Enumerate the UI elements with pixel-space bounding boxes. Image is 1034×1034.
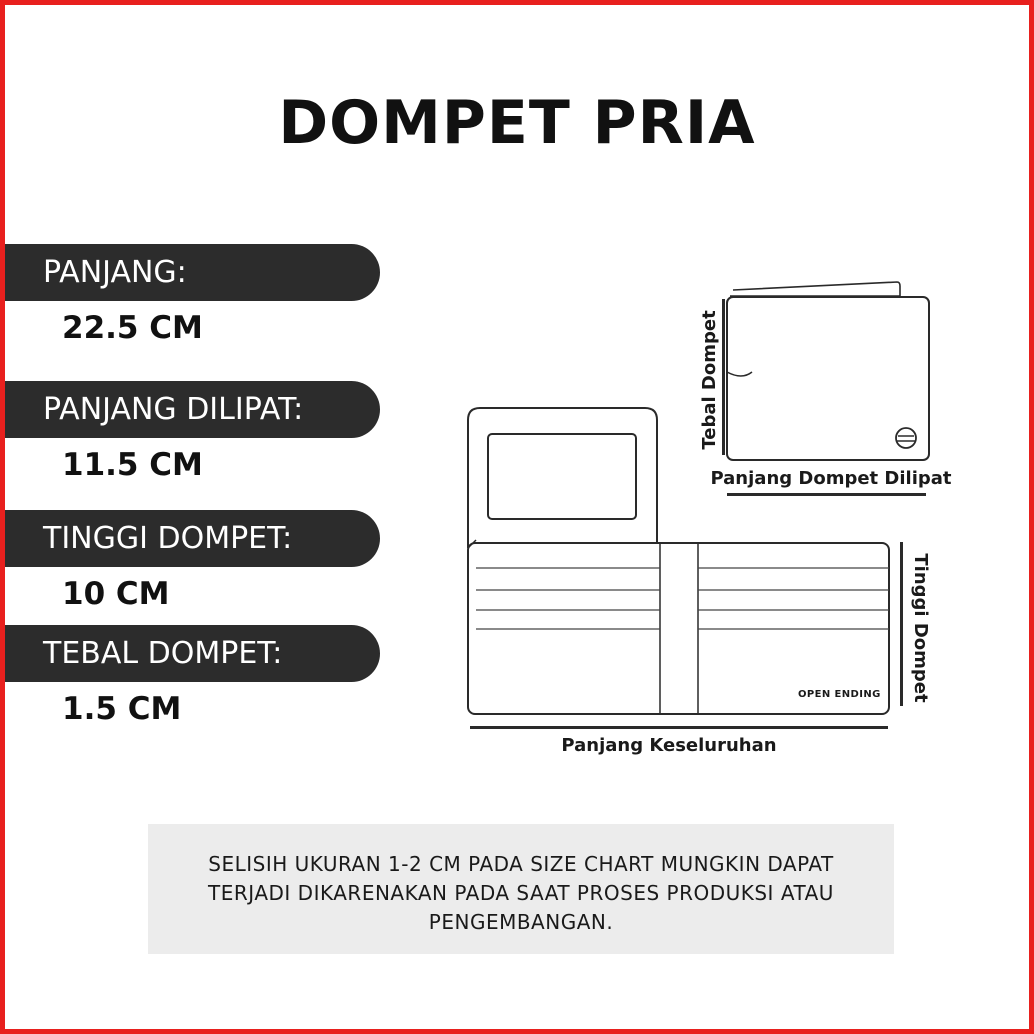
open-wallet xyxy=(468,408,889,714)
spec-label-tinggi: TINGGI DOMPET: xyxy=(5,510,380,567)
page-title: DOMPET PRIA xyxy=(278,88,756,158)
disclaimer-line: TERJADI DIKARENAKAN PADA SAAT PROSES PRODUKSI ATAU xyxy=(208,881,834,905)
disclaimer-line: SELISIH UKURAN 1-2 CM PADA SIZE CHART MUNGKIN DAPAT xyxy=(208,852,834,876)
spec-value-panjang: 22.5 CM xyxy=(62,310,203,346)
folded-wallet xyxy=(727,282,929,460)
label-panjang-keseluruhan: Panjang Keseluruhan xyxy=(561,735,777,756)
disclaimer-note xyxy=(148,824,894,954)
dimension-line-tebal xyxy=(722,299,725,455)
spec-label-panjang-dilipat: PANJANG DILIPAT: xyxy=(5,381,380,438)
spec-value-panjang-dilipat: 11.5 CM xyxy=(62,447,203,483)
spec-value-tinggi: 10 CM xyxy=(62,576,170,612)
dimension-line-panjang-keseluruhan xyxy=(470,726,888,729)
label-tinggi-dompet: Tinggi Dompet xyxy=(910,553,931,703)
disclaimer-line: PENGEMBANGAN. xyxy=(428,910,614,934)
spec-value-tebal: 1.5 CM xyxy=(62,691,182,727)
dimension-line-tinggi xyxy=(900,542,903,706)
label-panjang-dompet-dilipat: Panjang Dompet Dilipat xyxy=(710,468,952,489)
brand-mark: OPEN ENDING xyxy=(798,689,881,700)
label-tebal-dompet: Tebal Dompet xyxy=(699,310,720,450)
spec-label-tebal: TEBAL DOMPET: xyxy=(5,625,380,682)
dimension-line-panjang-dilipat xyxy=(727,493,926,496)
spec-label-panjang: PANJANG: xyxy=(5,244,380,301)
logo-icon xyxy=(896,428,916,448)
